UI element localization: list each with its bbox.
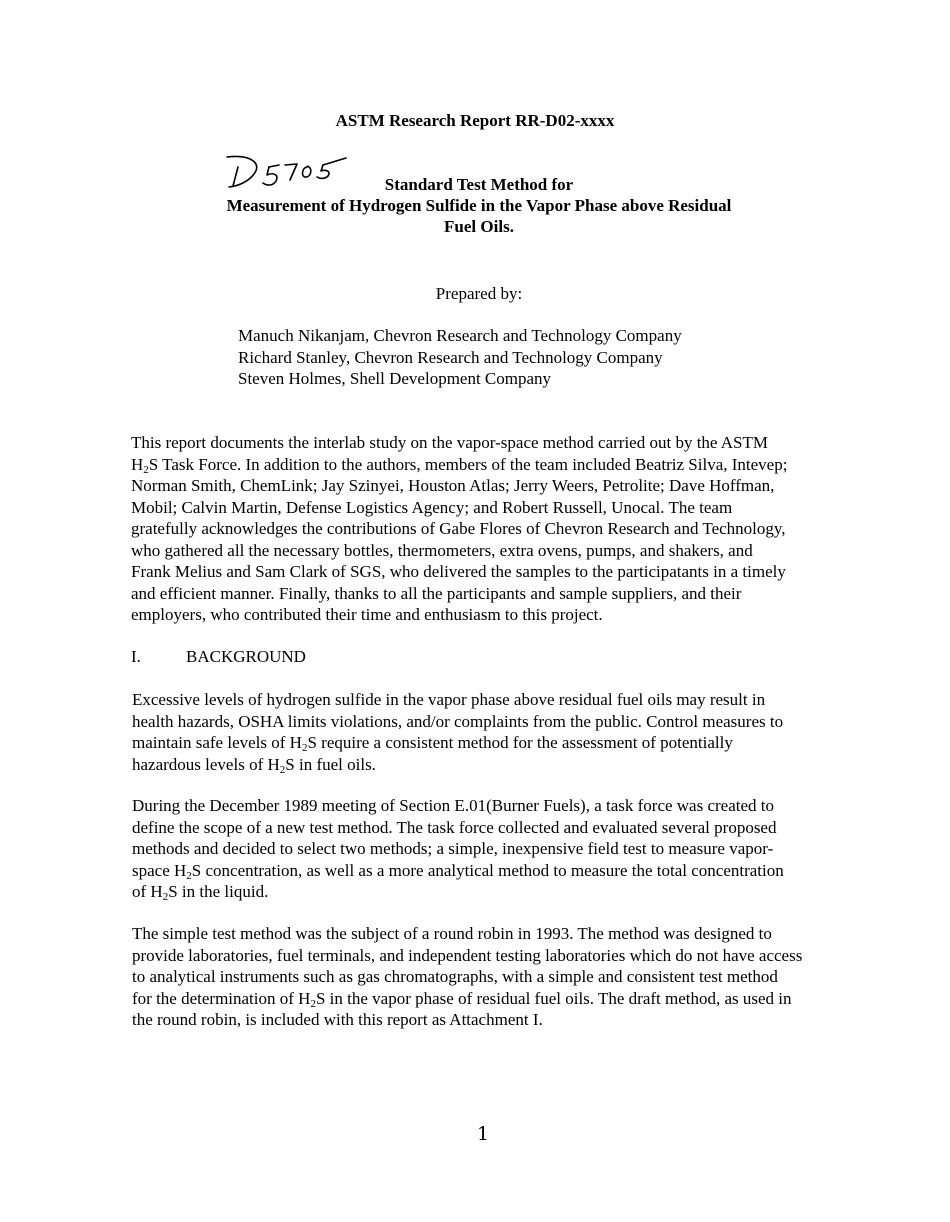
- intro-paragraph: [131, 432, 787, 626]
- text-line: of $H_2S$ in the liquid.: [132, 882, 269, 903]
- author: Steven Holmes, Shell Development Company: [238, 369, 552, 388]
- section-number: I.: [131, 647, 141, 666]
- text-line: and efficient manner. Finally, thanks to all the participants and sample suppliers, and their: [131, 583, 742, 603]
- title-line-1: Standard Test Method for: [384, 175, 574, 194]
- background-paragraph-3: [132, 923, 802, 1031]
- text-line: maintain safe levels of $H_2S$ require a consistent method for the assessment of potentially: [132, 733, 733, 754]
- text-line: Norman Smith, ChemLink; Jay Szinyei, Houston Atlas; Jerry Weers, Petrolite; Dave Hoffman,: [131, 476, 775, 495]
- text-line: health hazards, OSHA limits violations, and/or complaints from the public. Control measures to: [132, 711, 784, 731]
- text-line: This report documents the interlab study on the vapor-space method carried out by the ASTM: [131, 433, 769, 452]
- text-line: Excessive levels of hydrogen sulfide in the vapor phase above residual fuel oils may result in: [132, 690, 766, 709]
- text-line: During the December 1989 meeting of Section E.01(Burner Fuels), a task force was created to: [132, 796, 775, 815]
- title-line-3: Fuel Oils.: [444, 217, 514, 236]
- title-line-2: Measurement of Hydrogen Sulfide in the Vapor Phase above Residual: [226, 196, 732, 215]
- background-paragraph-1: [132, 689, 783, 775]
- background-paragraph-2: [132, 795, 784, 903]
- text-line: Frank Melius and Sam Clark of SGS, who delivered the samples to the participatants in a timely: [131, 562, 786, 581]
- text-line: who gathered all the necessary bottles, thermometers, extra ovens, pumps, and shakers, and: [131, 540, 753, 560]
- text-line: hazardous levels of $H_2S$ in fuel oils.: [132, 754, 376, 776]
- prepared-by-label: Prepared by:: [435, 284, 523, 303]
- text-line: define the scope of a new test method. The task force collected and evaluated several proposed: [132, 817, 777, 837]
- section-heading-background: [131, 647, 306, 667]
- page-number: 1: [476, 1123, 490, 1145]
- document-title: [0, 174, 950, 237]
- author: Richard Stanley, Chevron Research and Technology Company: [238, 347, 663, 367]
- section-title: BACKGROUND: [186, 647, 306, 666]
- text-line: methods and decided to select two methods; a simple, inexpensive field test to measure vapor-: [132, 839, 774, 858]
- authors-list: [238, 325, 682, 390]
- text-line: provide laboratories, fuel terminals, and independent testing laboratories which do not have access: [132, 945, 803, 965]
- report-title: ASTM Research Report RR-D02-xxxx: [335, 111, 615, 130]
- text-line: The simple test method was the subject of a round robin in 1993. The method was designed to: [132, 924, 772, 943]
- text-line: space $H_2S$ concentration, as well as a more analytical method to measure the total concentration: [132, 860, 784, 882]
- text-line: Mobil; Calvin Martin, Defense Logistics Agency; and Robert Russell, Unocal. The team: [131, 497, 733, 517]
- text-line: employers, who contributed their time and enthusiasm to this project.: [131, 605, 603, 624]
- text-line: for the determination of $H_2S$ in the vapor phase of residual fuel oils. The draft method, as used in: [132, 988, 792, 1010]
- text-line: the round robin, is included with this report as Attachment I.: [132, 1010, 543, 1029]
- text-line: to analytical instruments such as gas chromatographs, with a simple and consistent test method: [132, 967, 778, 986]
- text-line: $H_2S$ Task Force. In addition to the authors, members of the team included Beatriz Silva, Intevep;: [131, 454, 788, 476]
- text-line: gratefully acknowledges the contributions of Gabe Flores of Chevron Research and Technology,: [131, 519, 786, 538]
- author: Manuch Nikanjam, Chevron Research and Technology Company: [238, 326, 682, 345]
